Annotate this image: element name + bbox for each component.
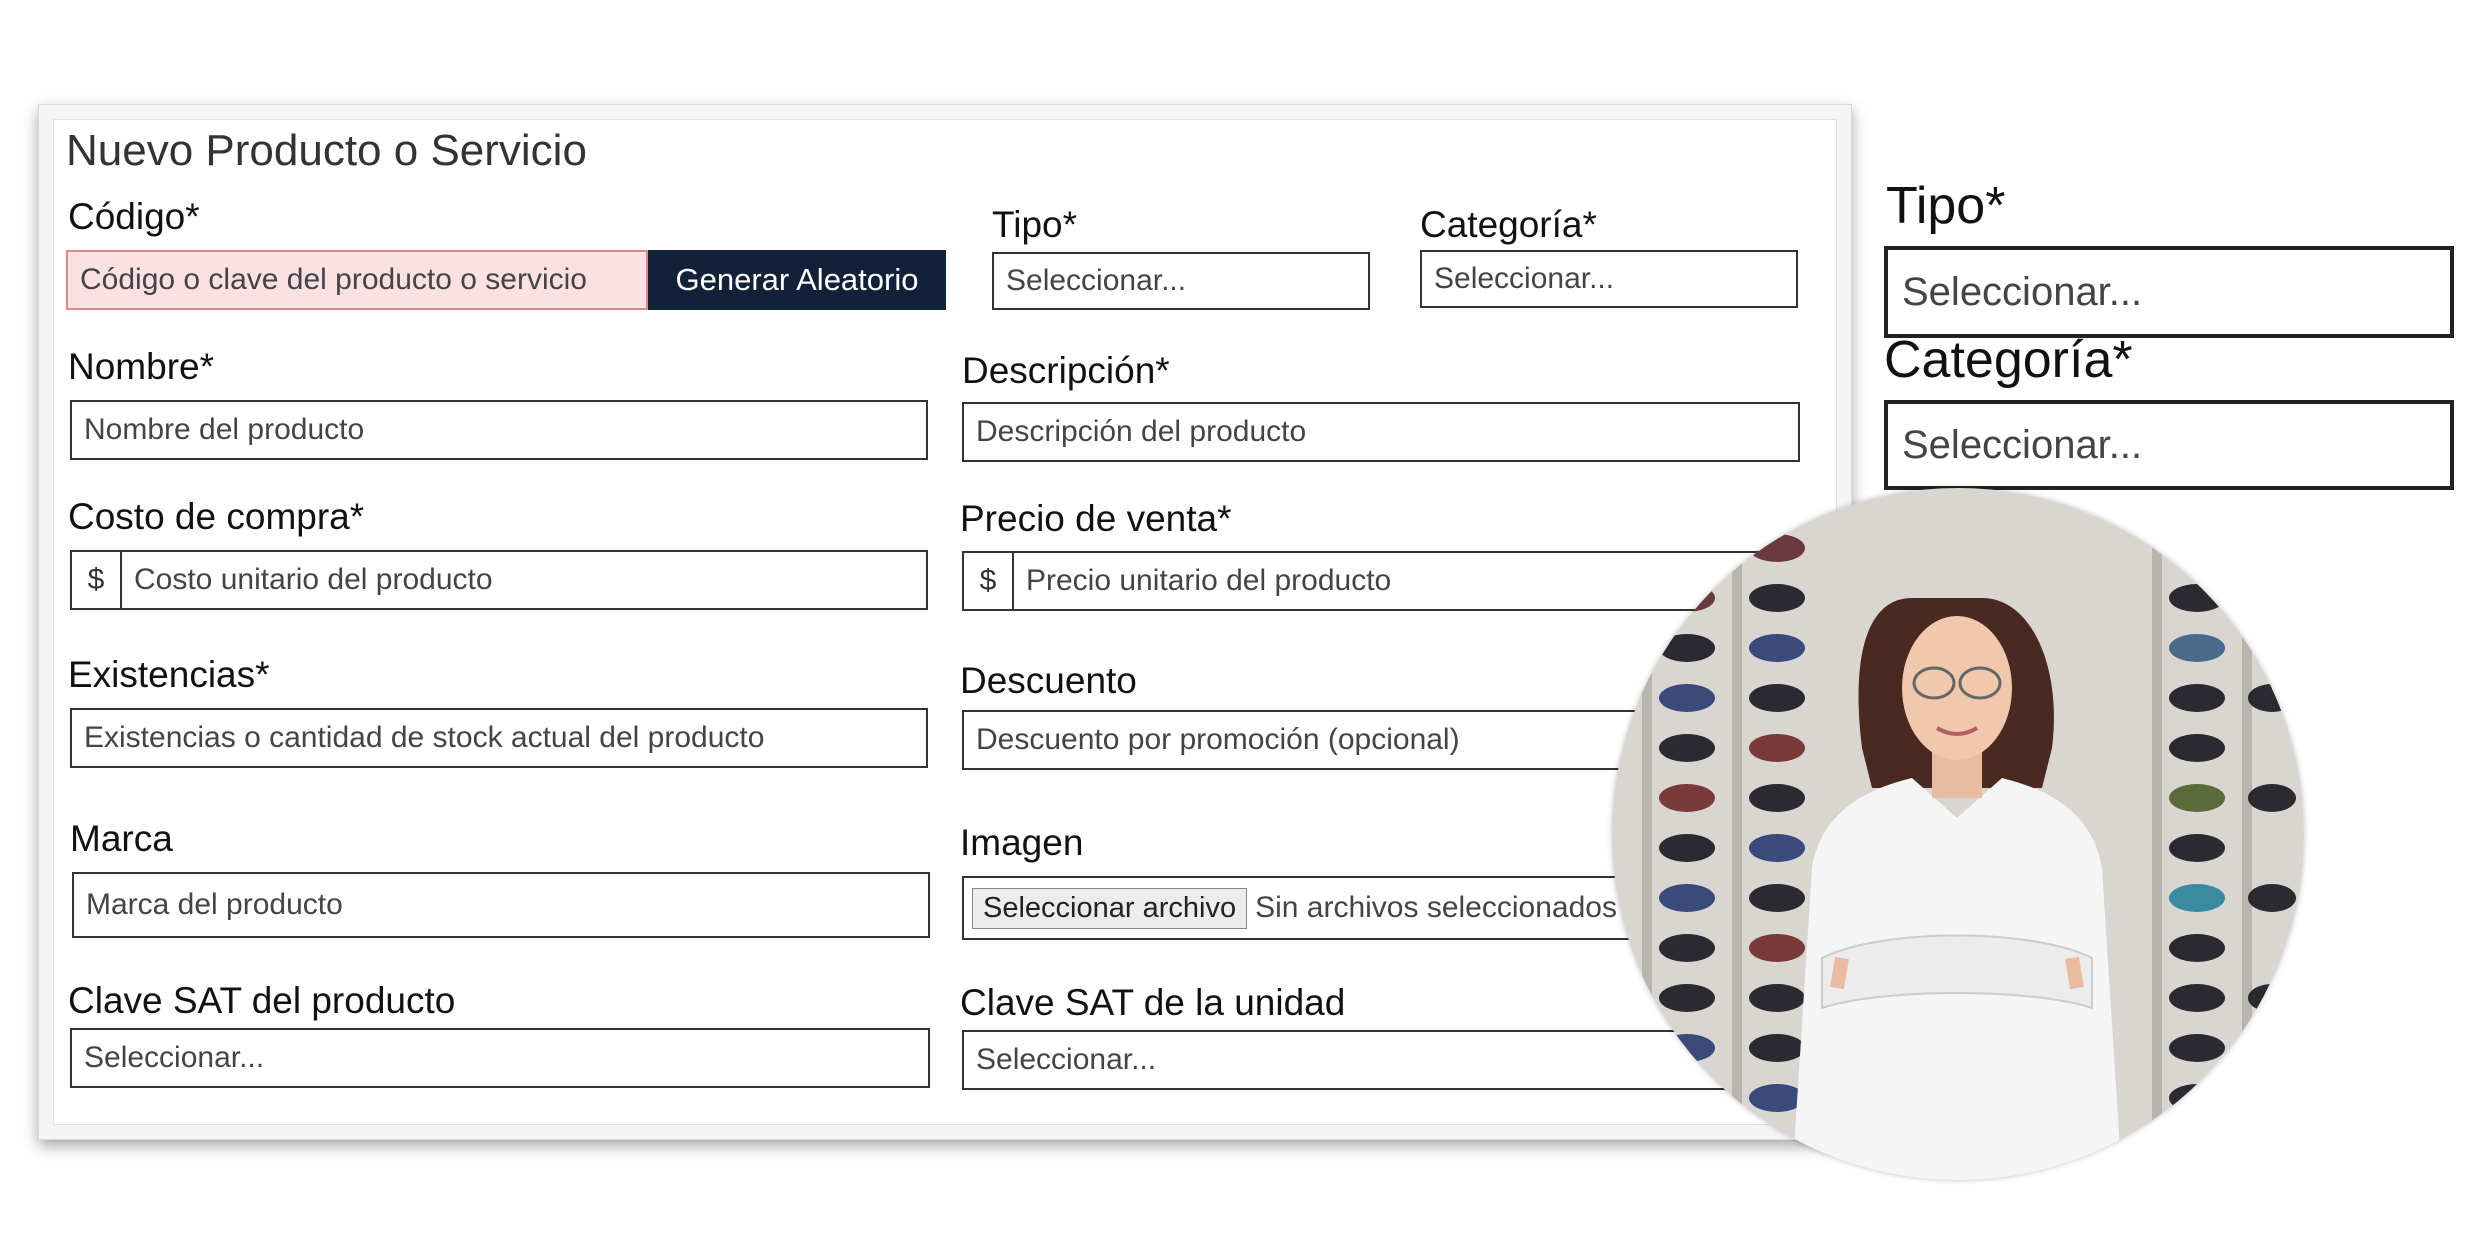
- marca-input[interactable]: Marca del producto: [72, 872, 930, 938]
- imagen-label: Imagen: [960, 822, 1084, 863]
- clave-sat-producto-select[interactable]: Seleccionar...: [70, 1028, 930, 1088]
- tipo-select[interactable]: Seleccionar...: [992, 252, 1370, 310]
- descripcion-label: Descripción*: [962, 350, 1170, 391]
- existencias-input[interactable]: Existencias o cantidad de stock actual del producto: [70, 708, 928, 768]
- marca-label: Marca: [70, 818, 173, 859]
- nombre-label: Nombre*: [68, 346, 214, 387]
- tipo-label: Tipo*: [992, 204, 1078, 245]
- currency-prefix: $: [72, 552, 122, 608]
- zoom-tipo-select[interactable]: Seleccionar...: [1884, 246, 2454, 338]
- codigo-label: Código*: [68, 196, 200, 237]
- existencias-label: Existencias*: [68, 654, 270, 695]
- page-title: Nuevo Producto o Servicio: [66, 126, 587, 175]
- file-status: Sin archivos seleccionados: [1255, 891, 1617, 924]
- clave-sat-producto-label: Clave SAT del producto: [68, 980, 456, 1021]
- generate-random-button[interactable]: Generar Aleatorio: [648, 250, 946, 310]
- categoria-select[interactable]: Seleccionar...: [1420, 250, 1798, 308]
- precio-label: Precio de venta*: [960, 498, 1232, 539]
- codigo-input[interactable]: Código o clave del producto o servicio: [66, 250, 648, 310]
- costo-input[interactable]: $ Costo unitario del producto: [70, 550, 928, 610]
- clave-sat-unidad-select[interactable]: Seleccionar...: [962, 1030, 1800, 1090]
- zoom-tipo-label: Tipo*: [1886, 177, 2006, 235]
- choose-file-button[interactable]: Seleccionar archivo: [972, 888, 1247, 929]
- categoria-label: Categoría*: [1420, 204, 1597, 245]
- descuento-input[interactable]: Descuento por promoción (opcional): [962, 710, 1800, 770]
- nombre-input[interactable]: Nombre del producto: [70, 400, 928, 460]
- costo-label: Costo de compra*: [68, 496, 365, 537]
- precio-input[interactable]: $ Precio unitario del producto: [962, 551, 1800, 611]
- clave-sat-unidad-label: Clave SAT de la unidad: [960, 982, 1346, 1023]
- zoom-categoria-select[interactable]: Seleccionar...: [1884, 400, 2454, 490]
- descripcion-input[interactable]: Descripción del producto: [962, 402, 1800, 462]
- descuento-label: Descuento: [960, 660, 1137, 701]
- currency-prefix: $: [964, 553, 1014, 609]
- zoom-categoria-label: Categoría*: [1884, 331, 2133, 389]
- optician-photo: [1612, 488, 2304, 1180]
- optician-illustration: [1612, 488, 2304, 1180]
